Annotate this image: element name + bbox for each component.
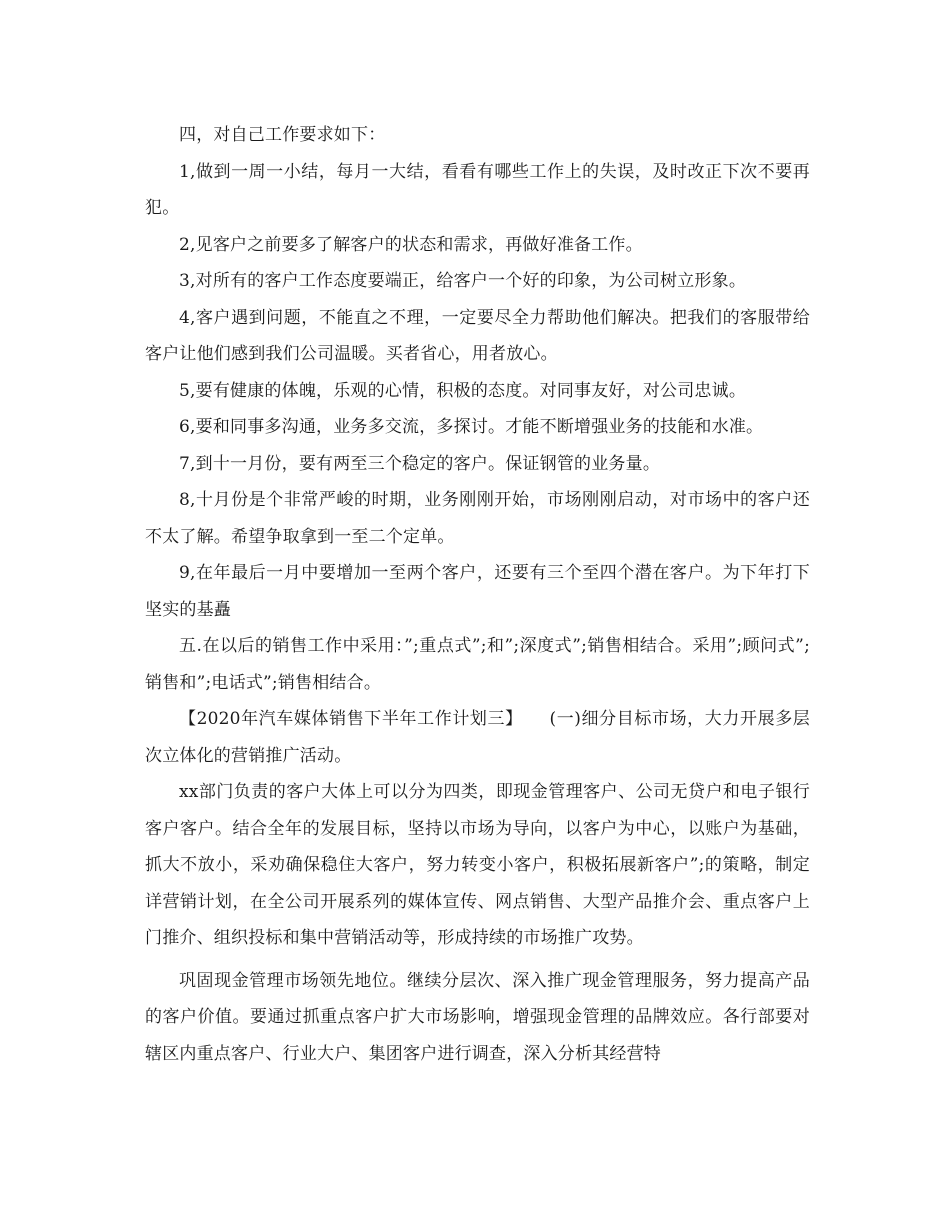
paragraph-requirements-heading: 四，对自己工作要求如下： <box>179 125 386 145</box>
paragraph-item-1: 1,做到一周一小结，每月一大结，看看有哪些工作上的失误，及时改正下次不要再犯。 <box>145 161 810 218</box>
paragraph-item-7: 7,到十一月份，要有两至三个稳定的客户。保证钢管的业务量。 <box>179 453 661 474</box>
paragraph-plan-three-heading: 【2020年汽车媒体销售下半年工作计划三】 (一)细分目标市场，大力开展多层次立体化的营销推广活动。 <box>145 709 810 766</box>
paragraph-item-5: 5,要有健康的体魄，乐观的心情，积极的态度。对同事友好，对公司忠诚。 <box>179 380 747 401</box>
paragraph-item-3: 3,对所有的客户工作态度要端正，给客户一个好的印象，为公司树立形象。 <box>179 271 747 291</box>
paragraph-item-9: 9,在年最后一月中要增加一至两个客户，还要有三个至四个潜在客户。为下年打下坚实的基矗 <box>145 563 810 620</box>
paragraph-sales-methods: 五.在以后的销售工作中采用：”;重点式”;和”;深度式”;销售相结合。采用”;顾问式”;销售和”;电话式”;销售相结合。 <box>145 636 810 693</box>
paragraph-customer-categories: xx部门负责的客户大体上可以分为四类，即现金管理客户、公司无贷户和电子银行客户客户。结合全年的发展目标，坚持以市场为导向，以客户为中心，以账户为基础，抓大不放小，采劝确保稳住大客户，努力转变小客户，积极拓展新客户”;的策略，制定详营销计划，在全公司开展系列的媒体宣传、网点销售、大型产品推介会、重点客户上门推介、组织投标和集中营销活动等，形成持续的市场推广攻势。 <box>145 782 810 948</box>
document-body <box>145 117 810 1072</box>
paragraph-item-2: 2,见客户之前要多了解客户的状态和需求，再做好准备工作。 <box>179 234 643 255</box>
paragraph-item-8: 8,十月份是个非常严峻的时期，业务刚刚开始，市场刚刚启动，对市场中的客户还不太了解。希望争取拿到一至二个定单。 <box>145 490 810 547</box>
paragraph-item-4: 4,客户遇到问题，不能直之不理，一定要尽全力帮助他们解决。把我们的客服带给客户让他们感到我们公司温暖。买者省心，用者放心。 <box>145 307 810 364</box>
paragraph-cash-management: 巩固现金管理市场领先地位。继续分层次、深入推广现金管理服务，努力提高产品的客户价值。要通过抓重点客户扩大市场影响，增强现金管理的品牌效应。各行部要对辖区内重点客户、行业大户、集团客户进行调查，深入分析其经营特 <box>145 970 810 1064</box>
paragraph-item-6: 6,要和同事多沟通，业务多交流，多探讨。才能不断增强业务的技能和水准。 <box>179 417 764 437</box>
